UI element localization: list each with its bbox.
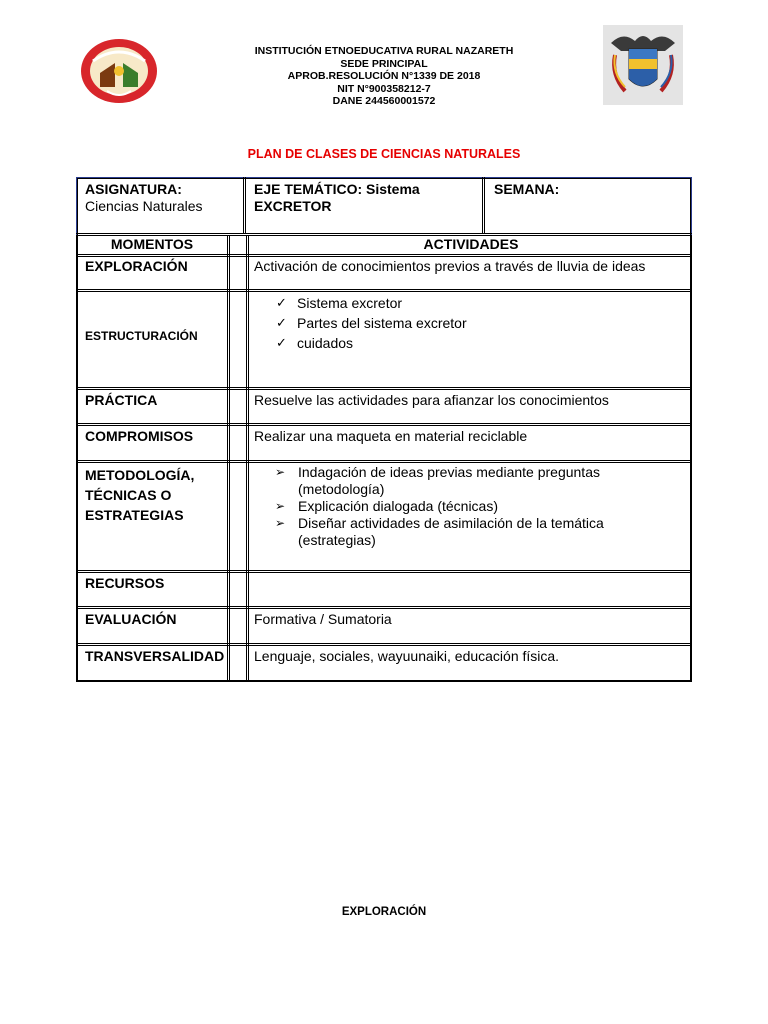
arrow-bullet-icon: ➢: [275, 516, 286, 530]
list-item-text: cuidados: [297, 335, 354, 351]
momento-label: EXPLORACIÓN: [85, 258, 188, 274]
school-crest-logo: [79, 37, 159, 105]
asignatura-label: ASIGNATURA:: [85, 181, 182, 197]
momento-label: EVALUACIÓN: [85, 611, 177, 627]
row-divider: [76, 289, 692, 292]
asignatura-cell: [85, 181, 235, 215]
document-title: PLAN DE CLASES DE CIENCIAS NATURALES: [247, 147, 521, 161]
momentos-header: MOMENTOS: [110, 236, 194, 252]
section-heading: EXPLORACIÓN: [341, 906, 427, 918]
row-divider: [76, 570, 692, 573]
checkmark-icon: ✓: [276, 315, 287, 330]
actividad-text: Formativa / Sumatoria: [254, 611, 392, 627]
asignatura-value: Ciencias Naturales: [85, 198, 203, 214]
semana-label: SEMANA:: [494, 181, 560, 197]
header-line: DANE 244560001572: [332, 95, 436, 107]
arrow-bullet-icon: ➢: [275, 465, 286, 479]
row-divider: [76, 254, 692, 257]
list-item-text: Diseñar actividades de asimilación de la temática (estrategias): [298, 515, 604, 548]
list-item-text: Partes del sistema excretor: [297, 315, 467, 331]
momento-label: METODOLOGÍA, TÉCNICAS O ESTRATEGIAS: [85, 467, 195, 523]
row-divider: [76, 387, 692, 390]
list-item: [271, 464, 683, 498]
column-divider: [482, 177, 485, 233]
list-item: [273, 293, 673, 313]
row-divider: [76, 606, 692, 609]
list-item-text: Sistema excretor: [297, 295, 403, 311]
list-item-text: Indagación de ideas previas mediante preguntas (metodología): [298, 464, 600, 497]
coat-of-arms-logo: [603, 25, 683, 105]
list-item-text: Explicación dialogada (técnicas): [298, 498, 498, 514]
list-item: [271, 498, 683, 515]
list-item: [273, 313, 673, 333]
checkmark-icon: ✓: [276, 335, 287, 350]
header-line: NIT N°900358212-7: [337, 82, 431, 95]
arrow-bullet-icon: ➢: [275, 499, 286, 513]
actividad-text: Lenguaje, sociales, wayuunaiki, educación física.: [254, 648, 560, 664]
eje-tematico: EJE TEMÁTICO: Sistema EXCRETOR: [254, 181, 420, 214]
momento-label: COMPROMISOS: [85, 428, 194, 444]
actividad-text: Resuelve las actividades para afianzar los conocimientos: [254, 392, 609, 408]
header-line: APROB.RESOLUCIÓN N°1339 DE 2018: [287, 70, 481, 82]
column-divider: [227, 236, 230, 681]
header-line: INSTITUCIÓN ETNOEDUCATIVA RURAL NAZARETH: [254, 45, 514, 57]
momento-label: ESTRUCTURACIÓN: [85, 329, 198, 343]
actividad-text: Activación de conocimientos previos a través de lluvia de ideas: [254, 258, 646, 274]
momento-label: RECURSOS: [85, 575, 165, 591]
row-divider: [76, 643, 692, 646]
actividades-header: ACTIVIDADES: [423, 236, 519, 252]
metodologia-list: [271, 464, 683, 549]
momento-label: PRÁCTICA: [85, 392, 158, 408]
list-item: [271, 515, 683, 549]
row-divider: [76, 423, 692, 426]
column-divider: [243, 177, 246, 233]
list-item: [273, 333, 673, 353]
column-divider: [246, 236, 249, 681]
lesson-plan-table: [76, 177, 692, 682]
header-line: SEDE PRINCIPAL: [340, 57, 428, 70]
row-divider: [76, 460, 692, 463]
estructuracion-list: [273, 293, 673, 353]
checkmark-icon: ✓: [276, 295, 287, 310]
momento-label: TRANSVERSALIDAD: [85, 648, 225, 664]
institution-header: [200, 45, 568, 108]
actividad-text: Realizar una maqueta en material reciclable: [254, 428, 528, 444]
